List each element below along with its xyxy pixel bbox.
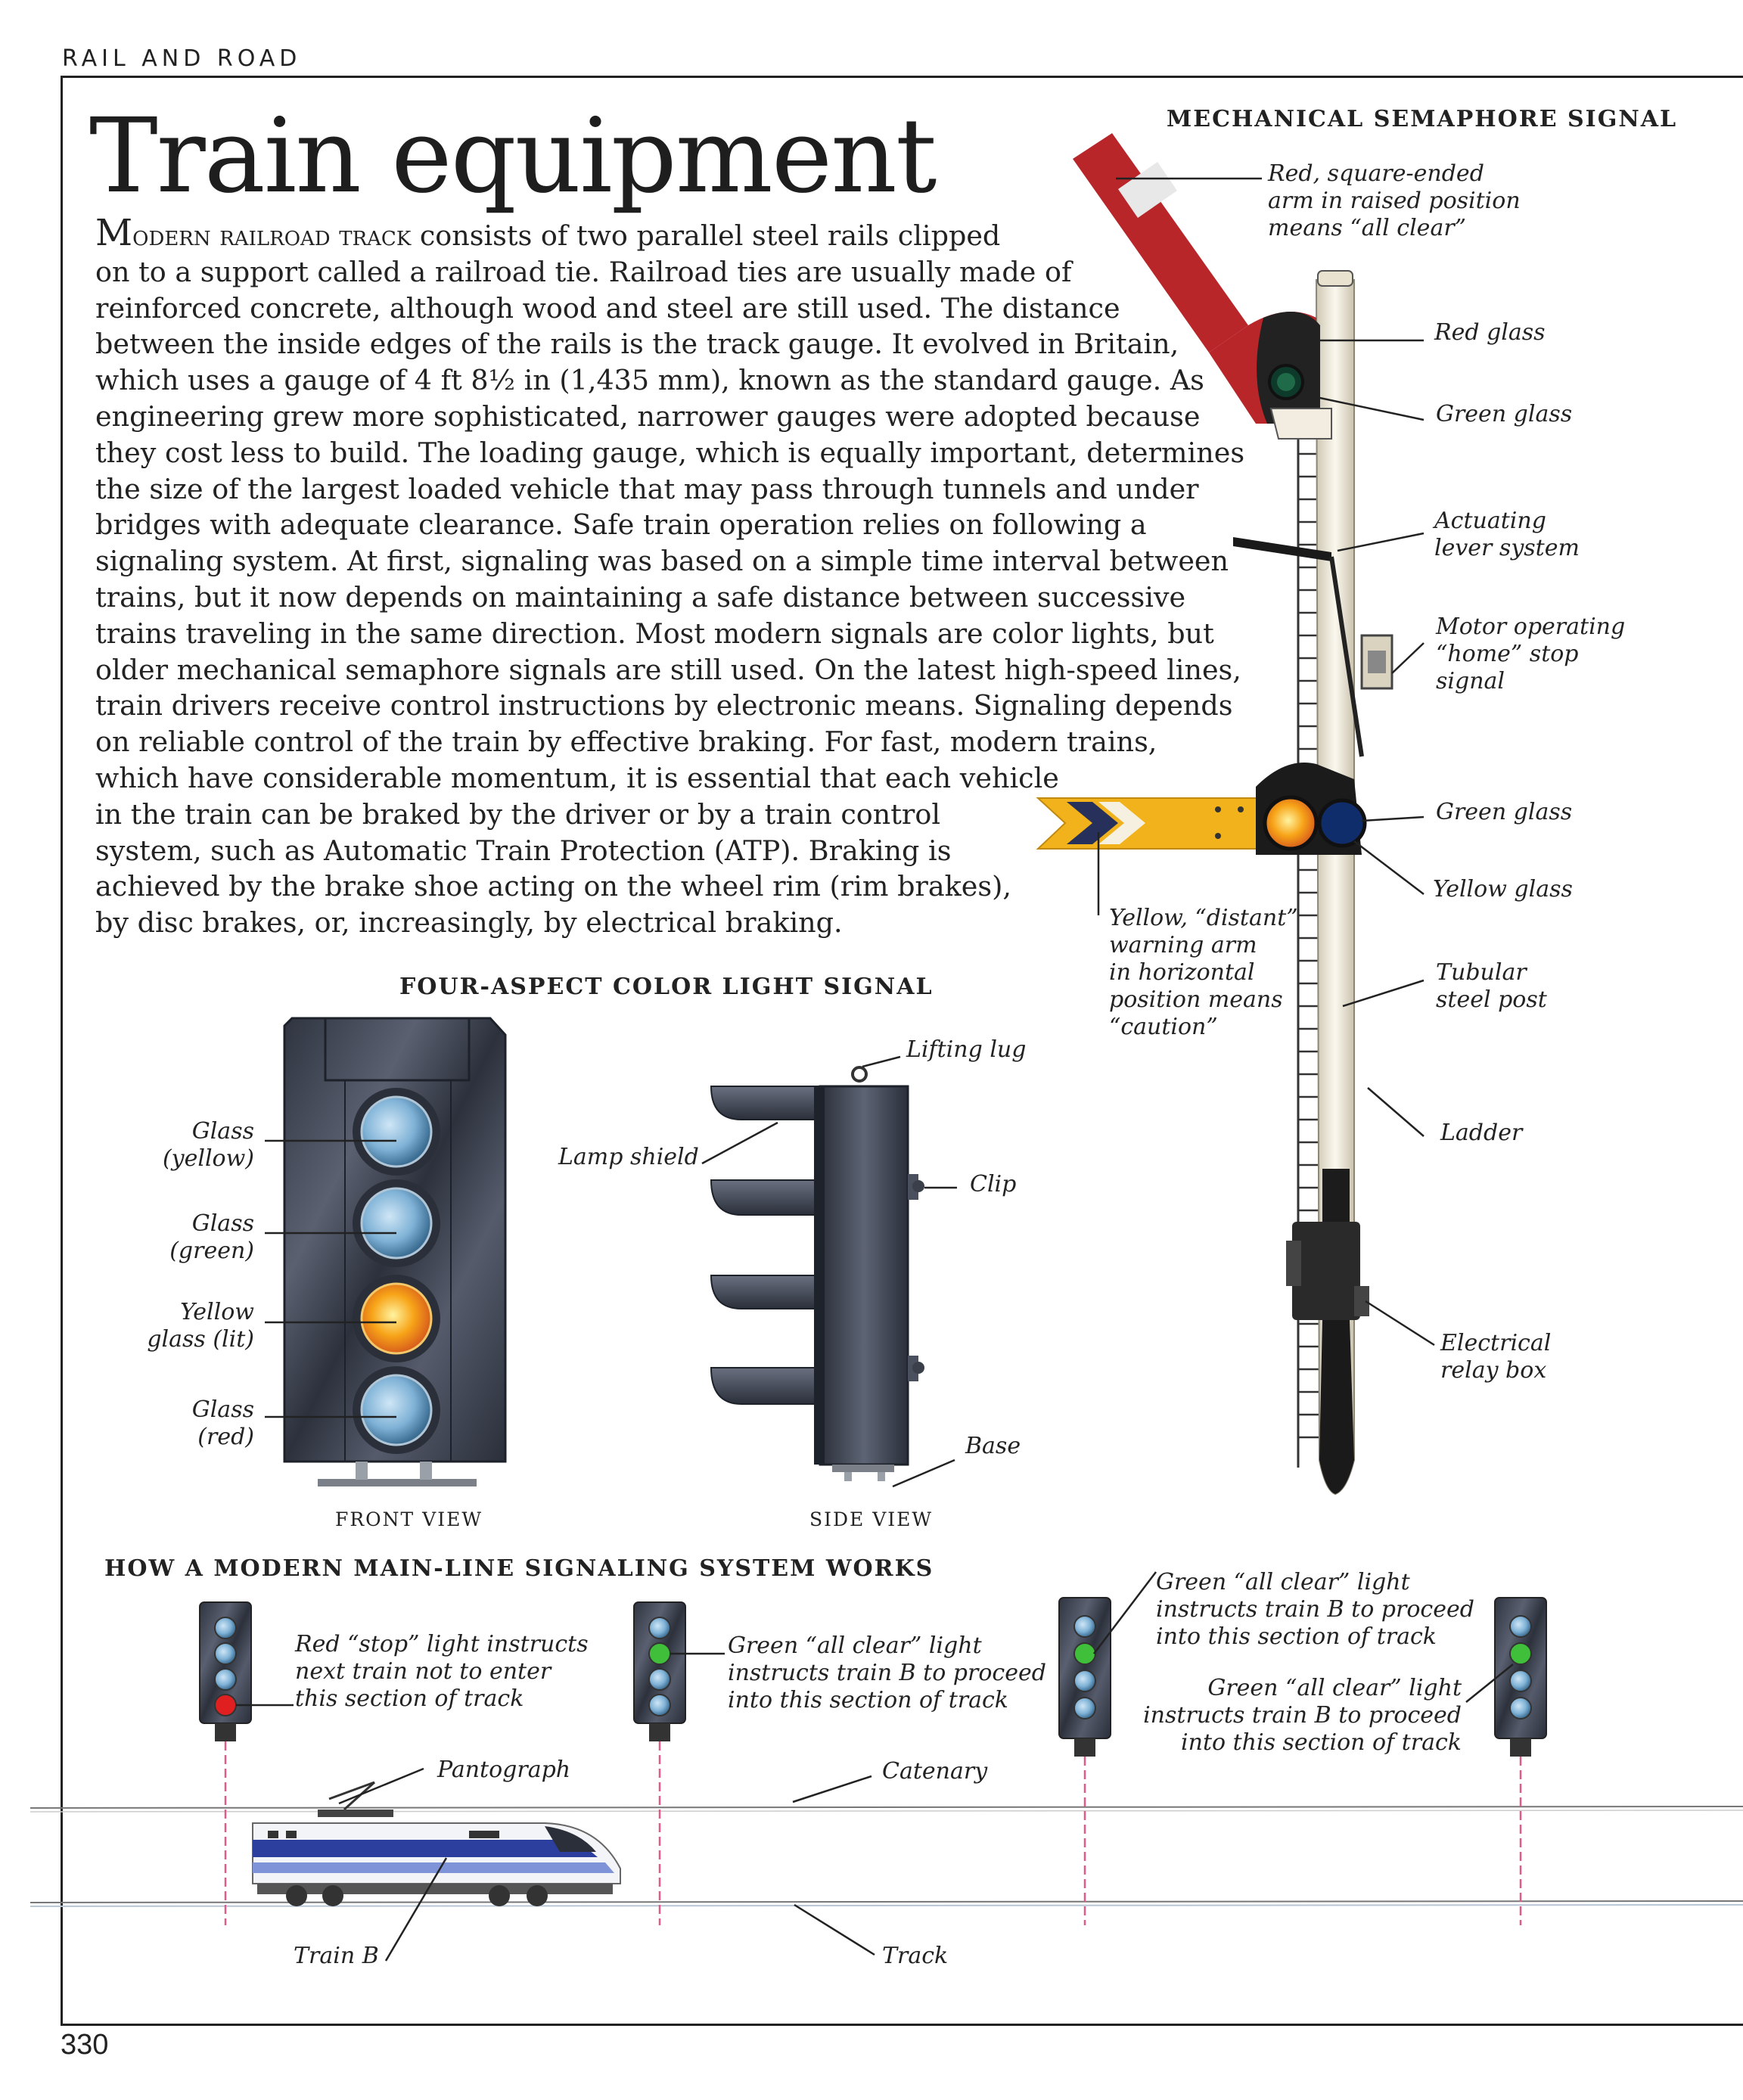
intro-line: between the inside edges of the rails is the track gauge. It evolved in Britain, (95, 328, 1179, 361)
label-actuating-lever (1434, 508, 1580, 562)
label-line: into this section of track (1156, 1623, 1437, 1650)
label-tubular-post (1436, 959, 1547, 1014)
pantograph (329, 1782, 374, 1799)
label-line: Glass (191, 1396, 254, 1423)
label-motor (1436, 614, 1625, 695)
lamp-shield (711, 1368, 820, 1404)
label-line: Track (882, 1943, 949, 1969)
label-line: Red glass (1434, 319, 1546, 346)
label-line: position means (1109, 986, 1283, 1013)
intro-line: the size of the largest loaded vehicle that may pass through tunnels and under (95, 472, 1199, 505)
label-yellow-lit (113, 1299, 254, 1353)
label-catenary (882, 1758, 987, 1785)
semaphore-heading: MECHANICAL SEMAPHORE SIGNAL (1167, 106, 1678, 132)
intro-line: by disc brakes, or, increasingly, by electrical braking. (95, 906, 843, 940)
lamp-shield (711, 1086, 820, 1120)
label-line: steel post (1436, 986, 1547, 1013)
label-line: lever system (1434, 535, 1580, 561)
label-line: instructs train B to proceed (1156, 1596, 1474, 1623)
label-line: Lamp shield (558, 1144, 699, 1170)
label-red-glass (1434, 319, 1546, 346)
label-green-clear-2 (1156, 1569, 1474, 1651)
label-green-clear-3 (1127, 1675, 1462, 1757)
front-view-signal (265, 1018, 505, 1486)
label-line: Green glass (1436, 401, 1573, 427)
intro-line-text: consists of two parallel steel rails clipped (411, 219, 1001, 252)
side-view-label: SIDE VIEW (809, 1508, 934, 1530)
label-relay-box (1440, 1330, 1551, 1384)
label-line: Yellow (180, 1299, 254, 1325)
label-line: Glass (191, 1118, 254, 1145)
intro-line: in the train can be braked by the driver or by a train control (95, 797, 941, 831)
label-line: Red, square-ended (1268, 160, 1484, 187)
label-line: Catenary (882, 1758, 988, 1785)
glass-yellow-lens (362, 1097, 431, 1166)
label-glass-green (113, 1210, 254, 1265)
label-line: glass (lit) (147, 1326, 254, 1353)
semaphore-signal (1038, 133, 1434, 1494)
intro-line: train drivers receive control instructions by electronic means. Signaling depends (95, 689, 1233, 722)
lamp-shield (711, 1275, 820, 1309)
label-lamp-shield (558, 1144, 699, 1171)
intro-line: reinforced concrete, although wood and steel are still used. The distance (95, 291, 1120, 325)
intro-line: engineering grew more sophisticated, narrower gauges were adopted because (95, 399, 1201, 433)
label-line: next train not to enter (295, 1658, 551, 1685)
label-green-glass-top (1436, 401, 1572, 428)
system-heading: HOW A MODERN MAIN-LINE SIGNALING SYSTEM WORKS (104, 1555, 934, 1582)
label-yellow-glass (1433, 876, 1573, 903)
green-light (649, 1643, 670, 1664)
intro-line: signaling system. At first, signaling was based on a simple time interval between (95, 545, 1229, 578)
label-pantograph (437, 1757, 570, 1784)
label-line: Electrical (1440, 1330, 1552, 1356)
page-number: 330 (61, 2029, 109, 2061)
intro-line: which have considerable momentum, it is essential that each vehicle (95, 761, 1059, 794)
label-line: (green) (169, 1238, 254, 1264)
label-track (882, 1943, 948, 1970)
intro-line: they cost less to build. The loading gauge, which is equally important, determines (95, 436, 1245, 469)
intro-line: bridges with adequate clearance. Safe train operation relies on following a (95, 508, 1147, 542)
label-line: Tubular (1436, 959, 1527, 986)
signal-green-clear-3 (1466, 1598, 1546, 1925)
label-base (965, 1433, 1021, 1460)
yellow-glass-lens (1265, 797, 1316, 849)
label-line: Train B (294, 1943, 379, 1969)
intro-line: older mechanical semaphore signals are still used. On the latest high-speed lines, (95, 653, 1241, 686)
intro-line: trains traveling in the same direction. Most modern signals are color lights, but (95, 617, 1214, 650)
label-line: Lifting lug (906, 1036, 1027, 1063)
front-view-label: FRONT VIEW (335, 1508, 483, 1530)
label-glass-yellow (113, 1118, 254, 1173)
signal-green-clear-1 (634, 1602, 725, 1925)
label-line: this section of track (295, 1685, 524, 1712)
label-line: “caution” (1109, 1014, 1218, 1040)
label-line: relay box (1440, 1357, 1547, 1384)
label-green-glass-lower (1436, 799, 1572, 826)
page-title: Train equipment (89, 97, 936, 216)
side-view-signal (702, 1057, 957, 1486)
four-aspect-heading: FOUR-ASPECT COLOR LIGHT SIGNAL (399, 974, 934, 1000)
post-finial (1318, 271, 1353, 286)
dropcap: M (95, 212, 133, 254)
label-line: (red) (197, 1424, 254, 1450)
intro-line: achieved by the brake shoe acting on the wheel rim (rim brakes), (95, 870, 1011, 903)
track-line (30, 1901, 1743, 1903)
lifting-lug (853, 1067, 866, 1081)
intro-line: system, such as Automatic Train Protection (ATP). Braking is (95, 834, 952, 867)
front-base (318, 1479, 477, 1486)
label-line: signal (1436, 668, 1505, 694)
label-line: Green glass (1436, 799, 1573, 825)
label-line: Glass (191, 1210, 254, 1237)
yellow-distant-arm (1038, 798, 1271, 849)
label-red-arm (1268, 160, 1521, 242)
glass-green-lens (362, 1188, 431, 1258)
label-line: Ladder (1440, 1120, 1523, 1146)
label-line: Pantograph (437, 1757, 571, 1783)
arm-bracket (1271, 409, 1331, 439)
intro-line: on to a support called a railroad tie. Railroad ties are usually made of (95, 255, 1072, 288)
green-light (1074, 1643, 1095, 1664)
label-line: means “all clear” (1268, 215, 1467, 241)
label-line: Yellow glass (1433, 876, 1573, 902)
label-lifting-lug (906, 1036, 1026, 1064)
label-line: instructs train B to proceed (728, 1660, 1046, 1686)
label-ladder (1440, 1120, 1522, 1147)
red-light (215, 1695, 236, 1716)
intro-line: on reliable control of the train by effective braking. For fast, modern trains, (95, 725, 1157, 759)
label-line: arm in raised position (1268, 188, 1521, 214)
intro-line: which uses a gauge of 4 ft 8½ in (1,435 mm), known as the standard gauge. As (95, 364, 1204, 397)
glass-red-lens (362, 1375, 431, 1445)
label-line: Green “all clear” light (728, 1632, 982, 1659)
train-b (253, 1782, 620, 1906)
label-line: Motor operating (1436, 614, 1626, 640)
label-red-stop (295, 1631, 589, 1713)
section-label: RAIL AND ROAD (62, 45, 302, 72)
green-light (1510, 1643, 1531, 1664)
label-green-clear-1 (728, 1632, 1046, 1714)
label-line: (yellow) (162, 1145, 254, 1172)
lamp-shield (711, 1180, 820, 1215)
green-glass-lens (1319, 800, 1365, 846)
label-line: Yellow, “distant” (1109, 905, 1298, 931)
intro-line: trains, but it now depends on maintaining a safe distance between successive (95, 580, 1186, 614)
catenary-wire (30, 1806, 1743, 1808)
side-base (832, 1465, 894, 1472)
yellow-lit-lens (362, 1284, 431, 1353)
label-yellow-arm (1109, 905, 1298, 1041)
label-line: Clip (970, 1171, 1017, 1198)
label-line: Red “stop” light instructs (295, 1631, 589, 1657)
label-line: Green “all clear” light (1207, 1675, 1462, 1701)
label-line: into this section of track (1181, 1729, 1462, 1756)
label-line: “home” stop (1436, 641, 1579, 667)
label-glass-red (113, 1396, 254, 1451)
label-line: Base (965, 1433, 1021, 1459)
intro-smallcaps-text: odern railroad track (132, 219, 412, 252)
label-line: warning arm (1109, 932, 1257, 958)
label-clip (970, 1171, 1016, 1198)
label-line: into this section of track (728, 1687, 1008, 1713)
label-line: Actuating (1434, 508, 1546, 534)
label-line: in horizontal (1109, 959, 1255, 986)
label-train-b (294, 1943, 379, 1970)
label-line: Green “all clear” light (1156, 1569, 1410, 1595)
label-line: instructs train B to proceed (1143, 1702, 1462, 1729)
